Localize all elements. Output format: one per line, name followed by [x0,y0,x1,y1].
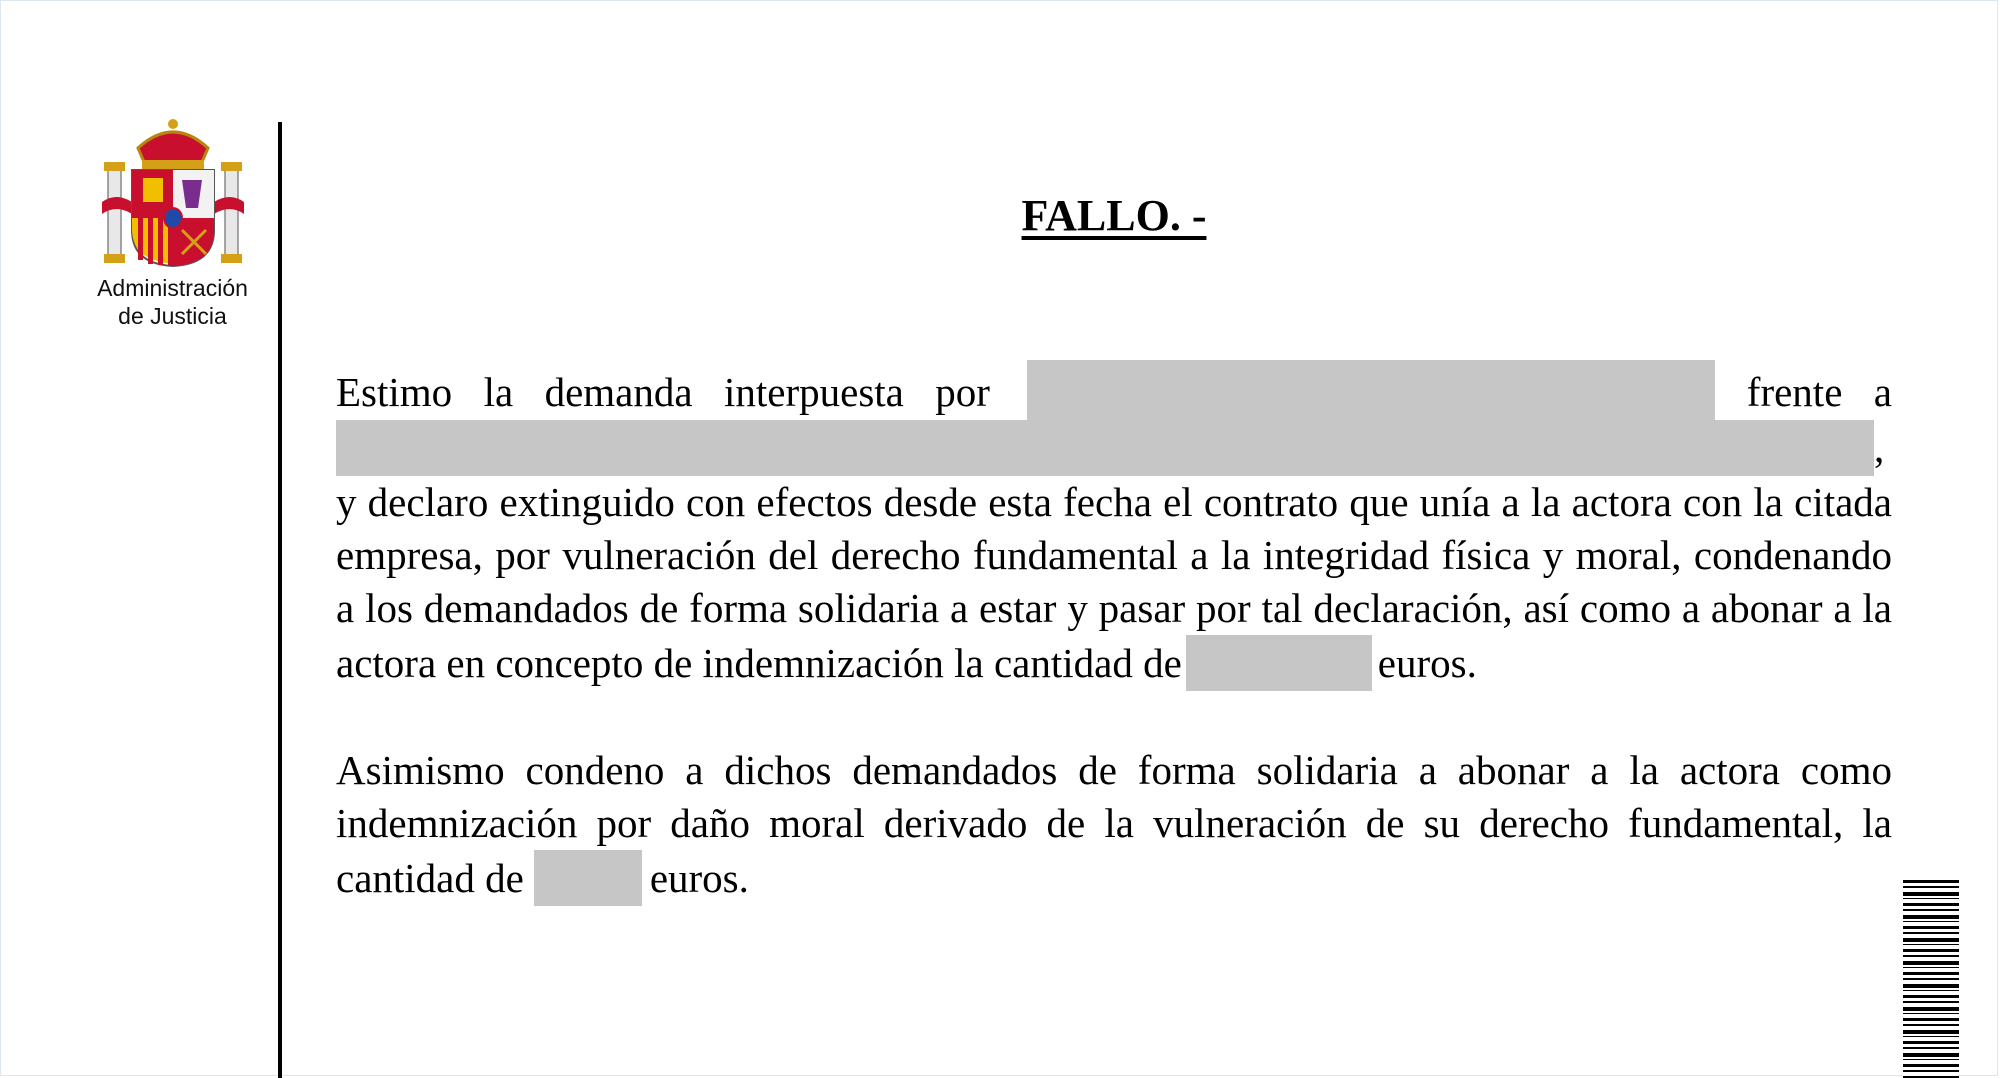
document-body [336,190,1892,906]
paragraph-2 [336,744,1892,906]
document-title: FALLO. - [1021,191,1207,240]
paragraph-2-text-a: Asimismo condeno a dichos demandados de forma solidaria a abonar a la actora como indemnización por daño moral derivado de la vulneración de su derecho fundamental, la cantidad de [336,747,1892,901]
paragraph-1-text-c: , [1874,425,1885,471]
paragraph-1-text-e: euros. [1377,640,1477,686]
redaction-block [534,850,642,906]
redaction-block [1186,635,1372,691]
justice-logo [95,118,250,330]
logo-caption-line1: Administración [97,275,248,301]
logo-caption-line2: de Justicia [118,303,227,329]
paragraph-2-text-b: euros. [649,855,749,901]
margin-rule [278,122,282,1078]
paragraph-1-text-b: frente a [1746,369,1893,415]
paragraph-1 [336,360,1892,691]
paragraph-1-text-d: y declaro extinguido con efectos desde esta fecha el contrato que unía a la actora con la citada empresa, por vulneración del derecho fundamental a la integridad física y moral, condenando a los demandados de forma solidaria a estar y pasar por tal declaración, así como a abonar a la actora en concepto de indemnización la cantidad de [336,479,1892,686]
redaction-block [336,420,1874,476]
logo-caption [95,274,250,330]
paragraph-1-text-a: Estimo la demanda interpuesta por [336,369,990,415]
spain-coat-of-arms-icon [102,118,244,268]
redaction-block [1027,360,1715,420]
barcode [1903,880,1959,1078]
